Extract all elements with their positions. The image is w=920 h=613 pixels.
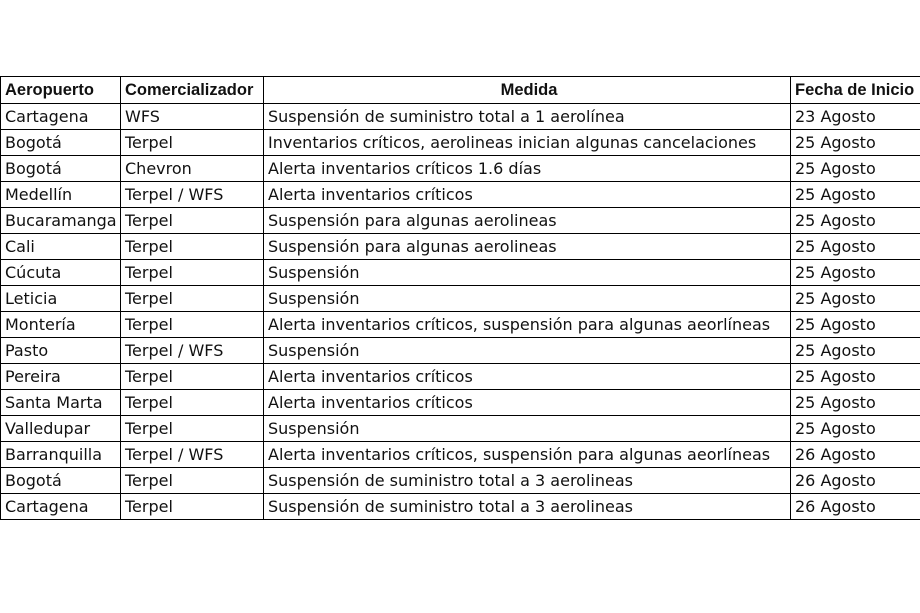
table-row: [1, 234, 920, 260]
cell-medida: Suspensión: [264, 286, 791, 312]
column-header-fecha-de-inicio: Fecha de Inicio: [791, 77, 920, 104]
header-row: [1, 77, 920, 104]
cell-medida: Suspensión de suministro total a 3 aerolineas: [264, 494, 791, 520]
cell-aeropuerto: Cúcuta: [1, 260, 121, 286]
table-row: [1, 494, 920, 520]
cell-aeropuerto: Bucaramanga: [1, 208, 121, 234]
column-header-medida: Medida: [264, 77, 791, 104]
table-row: [1, 286, 920, 312]
cell-medida: Alerta inventarios críticos: [264, 390, 791, 416]
cell-aeropuerto: Bogotá: [1, 130, 121, 156]
cell-comercializador: Terpel: [121, 416, 264, 442]
cell-medida: Suspensión para algunas aerolineas: [264, 208, 791, 234]
cell-medida: Alerta inventarios críticos: [264, 182, 791, 208]
cell-fecha-de-inicio: 23 Agosto: [791, 104, 920, 130]
fuel-measures-table: [0, 76, 920, 520]
cell-comercializador: Terpel: [121, 312, 264, 338]
cell-fecha-de-inicio: 25 Agosto: [791, 260, 920, 286]
cell-comercializador: Terpel: [121, 260, 264, 286]
table-row: [1, 416, 920, 442]
cell-aeropuerto: Valledupar: [1, 416, 121, 442]
cell-comercializador: Terpel / WFS: [121, 182, 264, 208]
cell-comercializador: Terpel / WFS: [121, 442, 264, 468]
table-row: [1, 364, 920, 390]
cell-medida: Suspensión: [264, 416, 791, 442]
fuel-measures-table-container: [0, 76, 920, 520]
cell-comercializador: Chevron: [121, 156, 264, 182]
cell-aeropuerto: Leticia: [1, 286, 121, 312]
table-row: [1, 130, 920, 156]
cell-medida: Alerta inventarios críticos, suspensión para algunas aeorlíneas: [264, 312, 791, 338]
cell-fecha-de-inicio: 26 Agosto: [791, 442, 920, 468]
table-row: [1, 156, 920, 182]
cell-fecha-de-inicio: 25 Agosto: [791, 312, 920, 338]
cell-fecha-de-inicio: 25 Agosto: [791, 130, 920, 156]
column-header-aeropuerto: Aeropuerto: [1, 77, 121, 104]
cell-medida: Suspensión: [264, 260, 791, 286]
cell-fecha-de-inicio: 25 Agosto: [791, 286, 920, 312]
cell-comercializador: Terpel: [121, 390, 264, 416]
table-row: [1, 442, 920, 468]
cell-comercializador: Terpel: [121, 130, 264, 156]
cell-fecha-de-inicio: 25 Agosto: [791, 156, 920, 182]
table-body: [1, 104, 920, 520]
cell-fecha-de-inicio: 25 Agosto: [791, 182, 920, 208]
cell-aeropuerto: Cali: [1, 234, 121, 260]
table-row: [1, 208, 920, 234]
cell-medida: Alerta inventarios críticos: [264, 364, 791, 390]
column-header-comercializador: Comercializador: [121, 77, 264, 104]
cell-medida: Alerta inventarios críticos, suspensión para algunas aeorlíneas: [264, 442, 791, 468]
cell-aeropuerto: Cartagena: [1, 494, 121, 520]
cell-aeropuerto: Barranquilla: [1, 442, 121, 468]
cell-fecha-de-inicio: 25 Agosto: [791, 416, 920, 442]
table-row: [1, 338, 920, 364]
cell-fecha-de-inicio: 25 Agosto: [791, 208, 920, 234]
cell-aeropuerto: Cartagena: [1, 104, 121, 130]
cell-aeropuerto: Medellín: [1, 182, 121, 208]
table-row: [1, 390, 920, 416]
cell-medida: Alerta inventarios críticos 1.6 días: [264, 156, 791, 182]
cell-comercializador: Terpel / WFS: [121, 338, 264, 364]
cell-fecha-de-inicio: 25 Agosto: [791, 390, 920, 416]
cell-medida: Suspensión de suministro total a 3 aerolineas: [264, 468, 791, 494]
cell-comercializador: Terpel: [121, 364, 264, 390]
cell-medida: Suspensión: [264, 338, 791, 364]
cell-aeropuerto: Santa Marta: [1, 390, 121, 416]
cell-fecha-de-inicio: 26 Agosto: [791, 468, 920, 494]
table-row: [1, 468, 920, 494]
cell-comercializador: Terpel: [121, 286, 264, 312]
cell-fecha-de-inicio: 25 Agosto: [791, 364, 920, 390]
cell-comercializador: WFS: [121, 104, 264, 130]
table-row: [1, 312, 920, 338]
table-row: [1, 182, 920, 208]
cell-medida: Suspensión para algunas aerolineas: [264, 234, 791, 260]
cell-comercializador: Terpel: [121, 468, 264, 494]
cell-aeropuerto: Montería: [1, 312, 121, 338]
cell-aeropuerto: Bogotá: [1, 156, 121, 182]
cell-comercializador: Terpel: [121, 208, 264, 234]
cell-comercializador: Terpel: [121, 234, 264, 260]
cell-fecha-de-inicio: 25 Agosto: [791, 338, 920, 364]
cell-fecha-de-inicio: 25 Agosto: [791, 234, 920, 260]
table-row: [1, 260, 920, 286]
cell-aeropuerto: Bogotá: [1, 468, 121, 494]
cell-medida: Suspensión de suministro total a 1 aerolínea: [264, 104, 791, 130]
cell-fecha-de-inicio: 26 Agosto: [791, 494, 920, 520]
cell-comercializador: Terpel: [121, 494, 264, 520]
cell-aeropuerto: Pereira: [1, 364, 121, 390]
cell-medida: Inventarios críticos, aerolineas inician algunas cancelaciones: [264, 130, 791, 156]
table-row: [1, 104, 920, 130]
cell-aeropuerto: Pasto: [1, 338, 121, 364]
